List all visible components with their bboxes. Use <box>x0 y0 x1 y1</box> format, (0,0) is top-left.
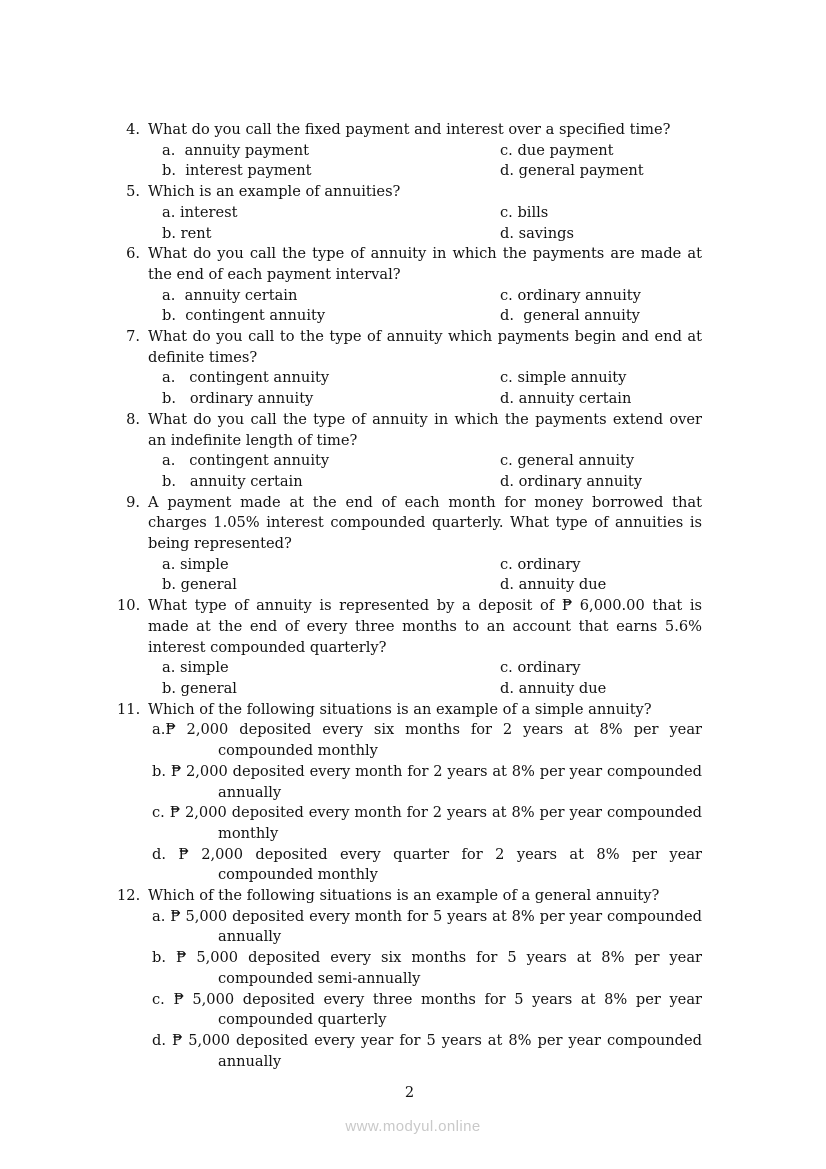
question <box>117 493 702 555</box>
question-text: What do you call the fixed payment and interest over a specified time? <box>148 121 671 138</box>
question <box>117 886 702 907</box>
option-a: a. annuity payment <box>162 141 309 159</box>
option-c: c. ordinary annuity <box>500 286 641 304</box>
option-a: a. contingent annuity <box>162 369 330 387</box>
option-b: b. general <box>162 576 237 594</box>
options <box>117 286 702 327</box>
options <box>117 451 702 492</box>
option-c: c. ₱ 2,000 deposited every month for 2 years at 8% per year compounded monthly <box>152 804 702 842</box>
option-b: b. rent <box>162 224 212 242</box>
option-d: d. savings <box>500 224 574 242</box>
question-number: 7. <box>126 328 140 346</box>
question <box>117 182 702 203</box>
question-number: 8. <box>126 410 140 428</box>
question <box>117 596 702 658</box>
question-number: 10. <box>117 597 141 615</box>
question <box>117 700 702 721</box>
option-d: d. annuity due <box>500 576 607 594</box>
option-b: b. ₱ 2,000 deposited every month for 2 years at 8% per year compounded annually <box>152 762 702 801</box>
option-a: a.₱ 2,000 deposited every six months for 2 years at 8% per year compounded monthly <box>152 721 702 760</box>
option-d: d. ordinary annuity <box>500 472 643 490</box>
option-c: c. ₱ 5,000 deposited every three months for 5 years at 8% per year compounded quarterly <box>152 990 702 1029</box>
option-a: a. simple <box>162 659 229 677</box>
options <box>117 555 702 596</box>
question-number: 5. <box>126 183 140 201</box>
question-text: Which is an example of annuities? <box>148 183 401 201</box>
option-b: b. general <box>162 679 237 697</box>
option-d: d. general payment <box>500 162 644 180</box>
option-d: d. general annuity <box>500 307 640 325</box>
question-text: Which of the following situations is an example of a simple annuity? <box>148 700 652 718</box>
options <box>117 141 702 182</box>
question <box>117 120 702 141</box>
option-b: b. interest payment <box>162 162 312 180</box>
question-number: 9. <box>126 493 140 511</box>
option-b: b. contingent annuity <box>162 307 326 325</box>
question-text: What type of annuity is represented by a deposit of ₱ 6,000.00 that is made at the end of every three months to an account that earns 5.6% interest compounded quarterly? <box>148 597 702 656</box>
option-d: d. annuity certain <box>500 390 632 408</box>
option-a: a. annuity certain <box>162 286 298 304</box>
question-text: What do you call to the type of annuity which payments begin and end at definite times? <box>148 328 702 366</box>
option-c: c. simple annuity <box>500 369 627 387</box>
option-c: c. bills <box>500 203 549 221</box>
option-a: a. simple <box>162 555 229 573</box>
option-d: d. ₱ 2,000 deposited every quarter for 2 years at 8% per year compounded monthly <box>152 845 702 884</box>
question <box>117 244 702 285</box>
options <box>117 368 702 409</box>
option-a: a. interest <box>162 203 238 221</box>
question-text: Which of the following situations is an example of a general annuity? <box>148 887 660 905</box>
option-c: c. ordinary <box>500 659 581 677</box>
option-d: d. annuity due <box>500 679 607 697</box>
option-b: b. ordinary annuity <box>162 390 314 408</box>
option-a: a. contingent annuity <box>162 452 330 470</box>
question-number: 12. <box>117 887 141 905</box>
watermark: www.modyul.online <box>345 1118 481 1135</box>
question-text: A payment made at the end of each month for money borrowed that charges 1.05% interest compounded quarterly. What type of annuities is being represented? <box>148 493 702 553</box>
option-a: a. ₱ 5,000 deposited every month for 5 years at 8% per year compounded annually <box>152 907 702 946</box>
option-c: c. due payment <box>500 141 614 159</box>
question-text: What do you call the type of annuity in which the payments are made at the end of each payment interval? <box>148 245 702 283</box>
page-number: 2 <box>404 1084 415 1102</box>
question-number: 6. <box>126 245 140 263</box>
question-list <box>117 120 702 1072</box>
options <box>117 658 702 699</box>
option-b: b. ₱ 5,000 deposited every six months for 5 years at 8% per year compounded semi-annually <box>152 949 702 987</box>
question-number: 4. <box>126 121 140 138</box>
option-c: c. ordinary <box>500 555 581 573</box>
option-d: d. ₱ 5,000 deposited every year for 5 years at 8% per year compounded annually <box>152 1031 702 1070</box>
option-b: b. annuity certain <box>162 472 303 490</box>
question-text: What do you call the type of annuity in which the payments extend over an indefinite length of time? <box>148 410 702 449</box>
question <box>117 327 702 368</box>
options <box>117 203 702 244</box>
question-number: 11. <box>117 700 141 718</box>
question <box>117 410 702 451</box>
option-c: c. general annuity <box>500 452 635 470</box>
